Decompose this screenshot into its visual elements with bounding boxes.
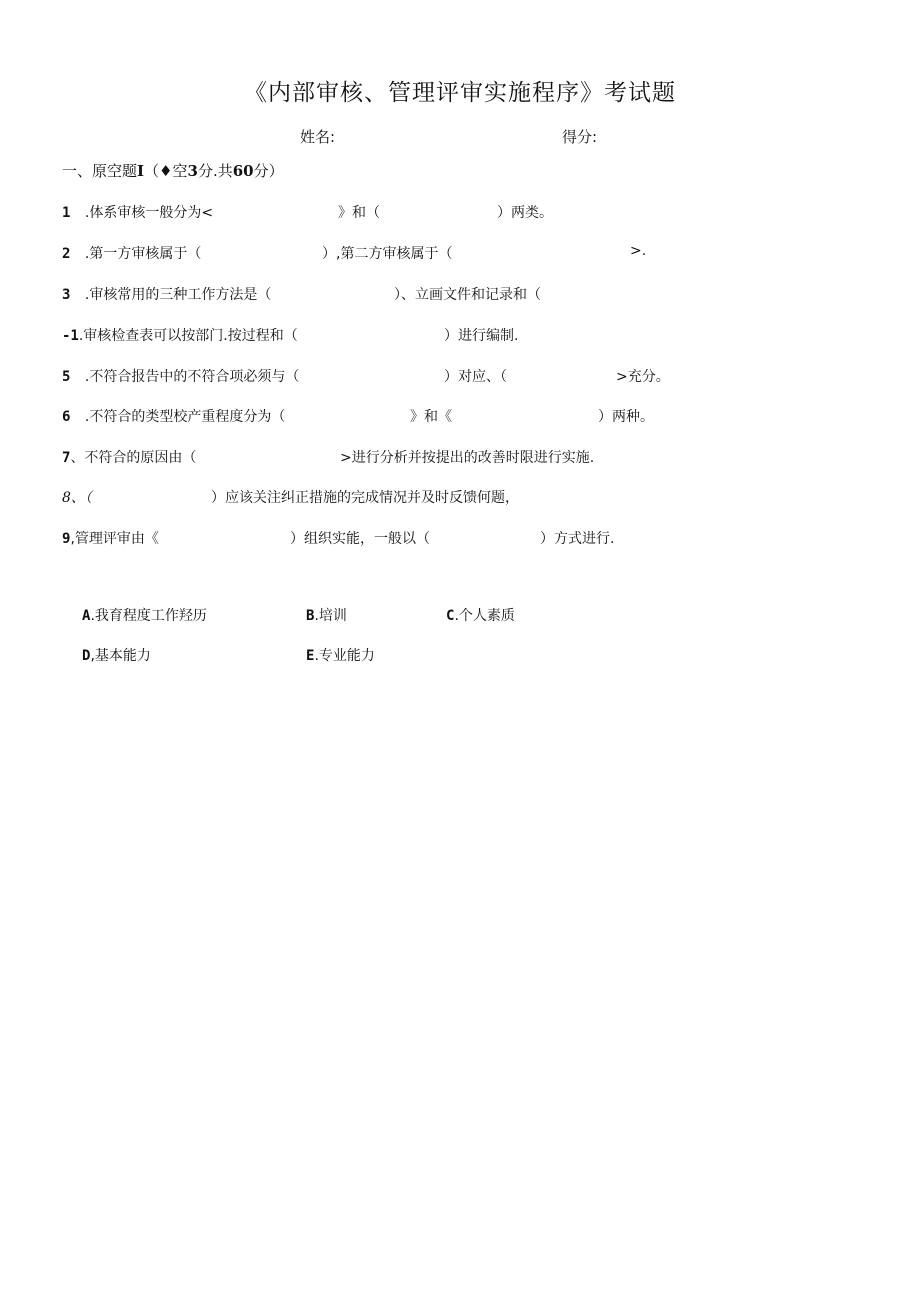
section-mid2: 分.共: [197, 162, 233, 180]
question-number: 7: [62, 450, 71, 466]
question-text: ）应该关注纠正措施的完成情况并及时反馈何题，: [211, 490, 519, 506]
question-5: [62, 366, 299, 386]
question-text: .审核检查表可以按部门.按过程和（: [78, 328, 298, 344]
question-text: ）方式进行.: [540, 531, 615, 547]
question-number: 6: [62, 409, 71, 425]
question-4: [62, 325, 298, 345]
option-e: [306, 645, 375, 665]
question-text: ）进行编制.: [444, 328, 519, 344]
option-c: [446, 605, 515, 625]
question-text: 、不符合的原因由（: [70, 450, 197, 466]
section-prefix: 一、原空题: [62, 162, 138, 180]
question-text: .体系审核一般分为<: [84, 205, 214, 221]
section-n1: 3: [187, 162, 198, 180]
question-3: [62, 284, 271, 304]
section-heading: [62, 160, 284, 181]
question-text: ）、立画文件和记录和（: [394, 287, 541, 303]
question-text: 》和《: [410, 409, 452, 425]
question-text: .不符合的类型校产重程度分为（: [84, 409, 286, 425]
option-text: ,基本能力: [90, 648, 151, 664]
option-letter: D: [82, 648, 91, 664]
question-text: .不符合报告中的不符合项必须与（: [84, 369, 300, 385]
option-a: [82, 605, 207, 625]
question-number: 8: [62, 490, 71, 506]
question-number: 9: [62, 531, 71, 547]
question-9: [62, 528, 159, 548]
section-n2: 60: [232, 162, 254, 180]
option-text: .培训: [314, 608, 347, 624]
option-letter: A: [82, 608, 91, 624]
question-text: ,管理评审由《: [70, 531, 159, 547]
question-text: .第一方审核属于（: [84, 246, 202, 262]
section-bold-i: I: [137, 162, 145, 180]
option-b: [306, 605, 347, 625]
section-suffix: 分）: [253, 162, 284, 180]
question-text: ）两种。: [598, 409, 654, 425]
name-label: 姓名:: [300, 128, 336, 146]
question-1: [62, 202, 213, 222]
option-text: .我育程度工作羟历: [90, 608, 207, 624]
question-number: 2: [62, 246, 71, 262]
question-number: 1: [62, 205, 71, 221]
page-title: 《内部审核、管理评审实施程序》考试题: [244, 80, 676, 106]
question-number: 5: [62, 369, 71, 385]
option-d: [82, 645, 151, 665]
question-6: [62, 406, 285, 426]
question-text: >充分。: [616, 369, 670, 385]
option-letter: B: [306, 608, 315, 624]
question-text: ）组织实能，一般以（: [290, 531, 430, 547]
section-mid1: （♦空: [144, 162, 188, 180]
question-text: ）对应、（: [444, 369, 507, 385]
question-text: >进行分析并按提出的改善时限进行实施.: [340, 450, 595, 466]
option-text: .专业能力: [314, 648, 375, 664]
option-text: .个人素质: [454, 608, 515, 624]
option-letter: E: [306, 648, 315, 664]
question-text: >.: [630, 243, 647, 259]
question-number: 3: [62, 287, 71, 303]
question-text: ）,第二方审核属于（: [322, 246, 453, 262]
question-7: [62, 447, 196, 467]
question-number: -1: [62, 328, 79, 344]
question-2: [62, 243, 201, 263]
question-text: ）两类。: [497, 205, 553, 221]
question-text: 》和（: [338, 205, 380, 221]
option-letter: C: [446, 608, 455, 624]
question-text: 、（: [70, 490, 92, 506]
question-8: [62, 487, 92, 507]
question-text: .审核常用的三种工作方法是（: [84, 287, 272, 303]
score-label: 得分:: [562, 128, 598, 146]
